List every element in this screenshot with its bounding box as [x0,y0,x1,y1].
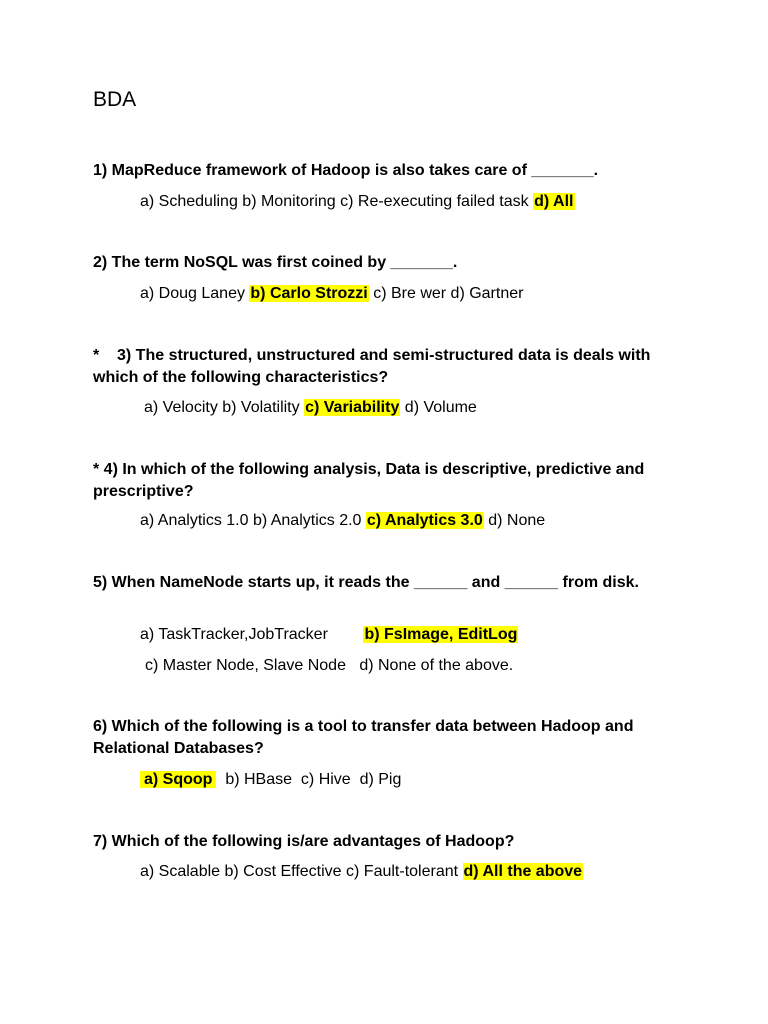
option-text: d) None [483,512,546,529]
option-text: a) Scalable b) Cost Effective c) Fault-tolerant [140,863,463,880]
answer-options-1 [140,192,575,212]
option-text: b) HBase c) Hive d) Pig [216,771,402,788]
correct-answer-highlight: a) Sqoop [140,771,216,788]
answer-options-5b: c) Master Node, Slave Node d) None of the above. [145,657,514,674]
question-2: 2) The term NoSQL was first coined by _______. [93,254,458,271]
question-7: 7) Which of the following is/are advantages of Hadoop? [93,833,515,850]
question-5: 5) When NameNode starts up, it reads the ______ and ______ from disk. [93,574,639,591]
option-text: a) Velocity b) Volatility [144,399,305,416]
correct-answer-highlight: d) All [534,193,574,210]
question-3: * 3) The structured, unstructured and semi-structured data is deals with which of the following characteristics? [93,347,655,386]
option-text: c) Bre wer d) Gartner [368,285,524,302]
correct-answer-highlight: c) Analytics 3.0 [366,512,483,529]
answer-options-3 [144,398,477,418]
option-text: a) Analytics 1.0 b) Analytics 2.0 [140,512,366,529]
option-text: a) Scheduling b) Monitoring c) Re-executing failed task [140,193,534,210]
correct-answer-highlight: c) Variability [305,399,400,416]
question-4: * 4) In which of the following analysis, Data is descriptive, predictive and prescriptive? [93,461,645,500]
option-text: d) Volume [400,399,477,416]
answer-options-5a [140,625,518,645]
correct-answer-highlight: b) FsImage, EditLog [364,626,518,643]
correct-answer-highlight: b) Carlo Strozzi [250,285,368,302]
page-title: BDA [93,88,137,111]
option-text: a) TaskTracker,JobTracker [140,626,364,643]
answer-options-4 [140,511,545,531]
answer-options-2 [140,284,523,304]
option-text: a) Doug Laney [140,285,250,302]
correct-answer-highlight: d) All the above [463,863,583,880]
answer-options-6 [140,770,401,790]
question-6: 6) Which of the following is a tool to transfer data between Hadoop and Relational Databases? [93,718,634,757]
answer-options-7 [140,862,583,882]
question-1: 1) MapReduce framework of Hadoop is also takes care of _______. [93,162,599,179]
